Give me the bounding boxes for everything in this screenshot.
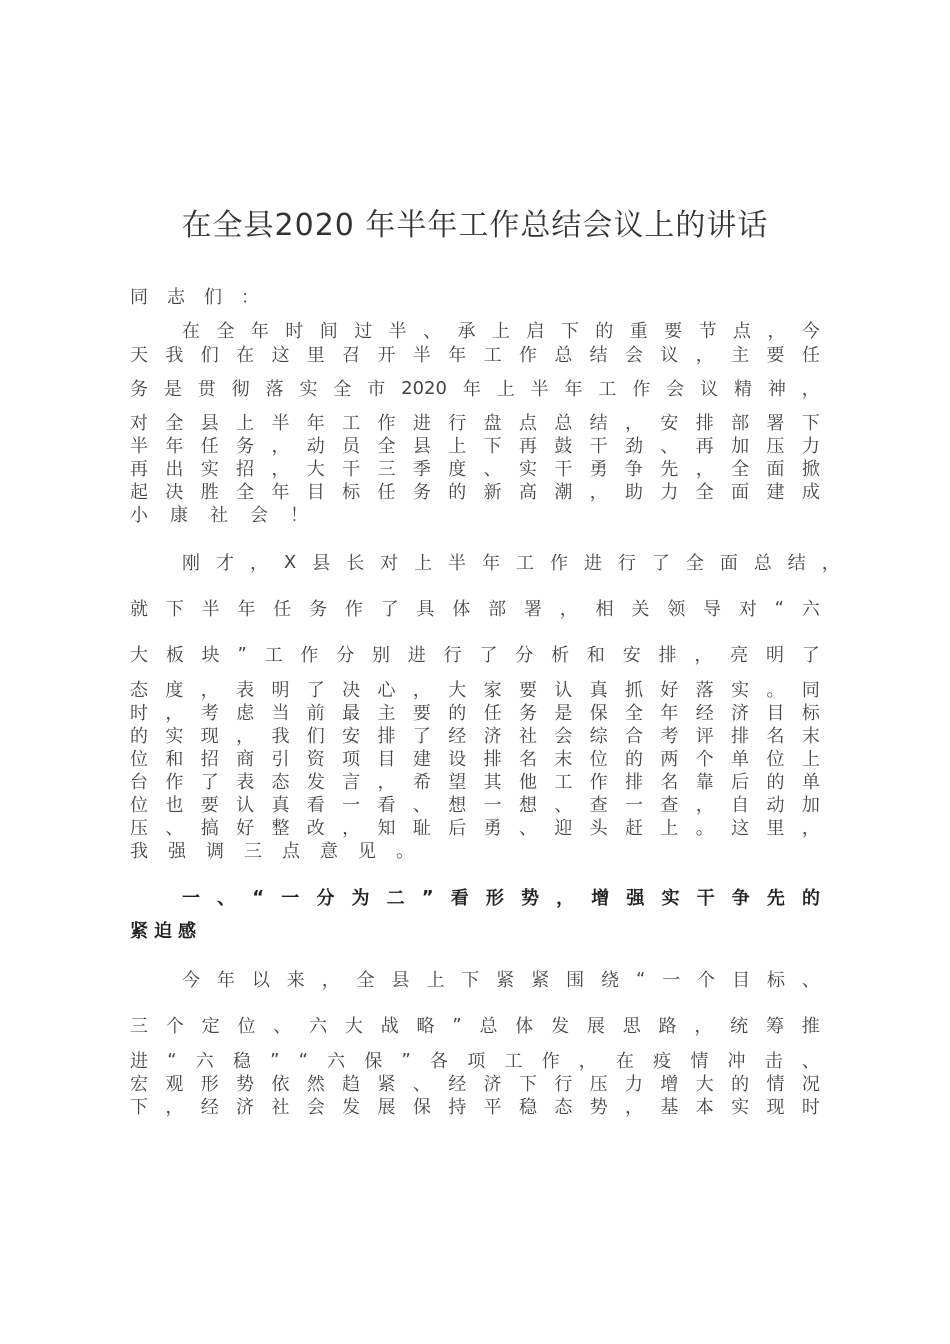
paragraph-line: 在 全 年 时 间 过 半 、 承 上 启 下 的 重 要 节 点 ， 今 — [182, 321, 820, 342]
paragraph-line: 压 、 搞 好 整 改 ， 知 耻 后 勇 、 迎 头 赶 上 。 这 里 ， — [130, 818, 820, 839]
paragraph-line: 态 度 ， 表 明 了 决 心 ， 大 家 要 认 真 抓 好 落 实 。 同 — [130, 680, 820, 701]
section-heading-line: 紧 迫 感 — [130, 921, 196, 942]
section-heading-line: 一 、 “ 一 分 为 二 ” 看 形 势 ， 增 强 实 干 争 先 的 — [182, 886, 820, 909]
paragraph-line: 位 也 要 认 真 看 一 看 、 想 一 想 、 查 一 查 ， 自 动 加 — [130, 795, 820, 816]
paragraph-line: 再 出 实 招 ， 大 干 三 季 度 、 实 干 勇 争 先 ， 全 面 掀 — [130, 459, 820, 480]
paragraph-line: 的 实 现 ， 我 们 安 排 了 经 济 社 会 综 合 考 评 排 名 末 — [130, 726, 820, 747]
paragraph-line: 就 下 半 年 任 务 作 了 具 体 部 署 ， 相 关 领 导 对 “ 六 — [130, 597, 820, 620]
paragraph-line: 台 作 了 表 态 发 言 ， 希 望 其 他 工 作 排 名 靠 后 的 单 — [130, 772, 820, 793]
paragraph-line: 我 强 调 三 点 意 见 。 — [130, 841, 414, 862]
paragraph-line: 今 年 以 来 ， 全 县 上 下 紧 紧 围 绕 “ 一 个 目 标 、 — [182, 968, 820, 991]
paragraph-line: 宏 观 形 势 依 然 趋 紧 、 经 济 下 行 压 力 增 大 的 情 况 — [130, 1074, 820, 1095]
paragraph-line: 天 我 们 在 这 里 召 开 半 年 工 作 总 结 会 议 ， 主 要 任 — [130, 345, 820, 366]
paragraph-line: 对 全 县 上 半 年 工 作 进 行 盘 点 总 结 ， 安 排 部 署 下 — [130, 413, 820, 434]
paragraph-line: 时 ， 考 虑 当 前 最 主 要 的 任 务 是 保 全 年 经 济 目 标 — [130, 703, 820, 724]
paragraph-line: 三 个 定 位 、 六 大 战 略 ” 总 体 发 展 思 路 ， 统 筹 推 — [130, 1014, 820, 1037]
paragraph-line: 起 决 胜 全 年 目 标 任 务 的 新 高 潮 ， 助 力 全 面 建 成 — [130, 482, 820, 503]
paragraph-line: 大 板 块 ” 工 作 分 别 进 行 了 分 析 和 安 排 ， 亮 明 了 — [130, 643, 820, 666]
paragraph-line: 半 年 任 务 ， 动 员 全 县 上 下 再 鼓 干 劲 、 再 加 压 力 — [130, 436, 820, 457]
document-title: 在全县2020 年半年工作总结会议上的讲话 — [181, 208, 769, 243]
paragraph-line: 下 ， 经 济 社 会 发 展 保 持 平 稳 态 势 ， 基 本 实 现 时 — [130, 1097, 820, 1118]
paragraph-line: 进 “ 六 稳 ” “ 六 保 ” 各 项 工 作 ， 在 疫 情 冲 击 、 — [130, 1049, 820, 1072]
paragraph-line: 同 志 们 ： — [130, 287, 259, 308]
paragraph-line: 务 是 贯 彻 落 实 全 市 2020 年 上 半 年 工 作 会 议 精 神 ， — [130, 377, 820, 400]
paragraph-line: 位 和 招 商 引 资 项 目 建 设 排 名 末 位 的 两 个 单 位 上 — [130, 749, 820, 770]
paragraph-line: 小 康 社 会 ！ — [130, 505, 308, 526]
paragraph-line: 刚 才 ， X 县 长 对 上 半 年 工 作 进 行 了 全 面 总 结 ， — [182, 551, 840, 574]
